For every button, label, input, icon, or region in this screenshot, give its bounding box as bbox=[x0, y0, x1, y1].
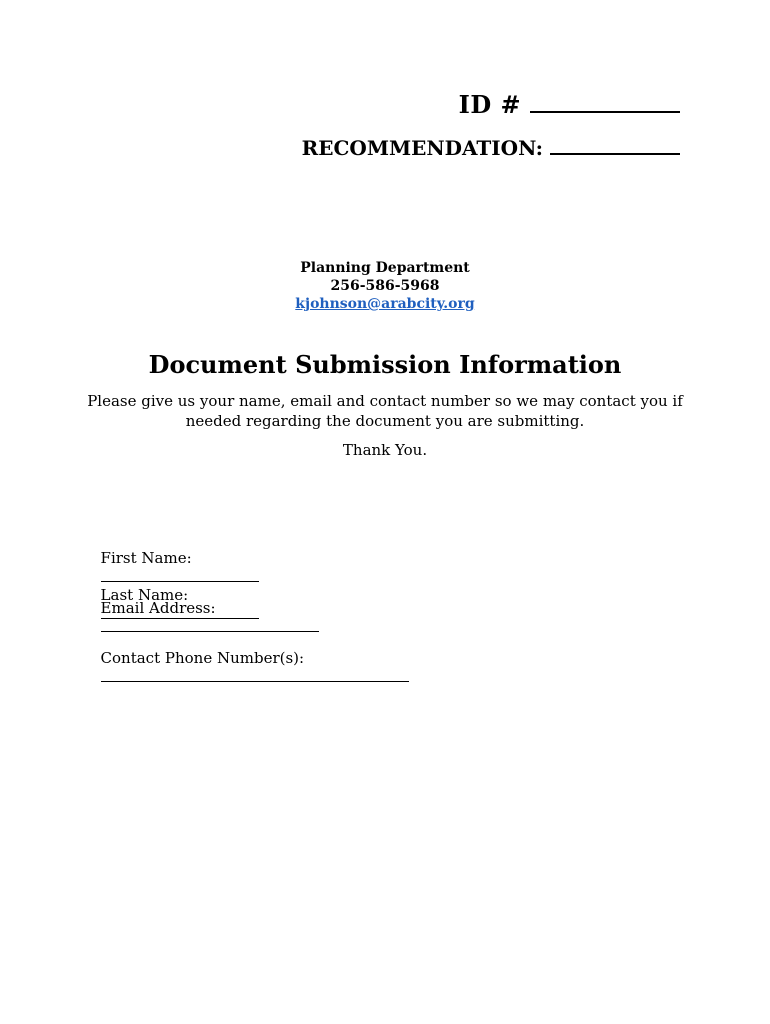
first-name-field[interactable] bbox=[101, 567, 259, 582]
recommendation-blank[interactable] bbox=[550, 137, 680, 155]
page-title: Document Submission Information bbox=[148, 350, 622, 379]
contact-phone-field[interactable] bbox=[101, 667, 409, 682]
thank-you-text: Thank You. bbox=[342, 441, 428, 459]
first-name-label: First Name: bbox=[100, 549, 192, 567]
contact-phone-label: Contact Phone Number(s): bbox=[100, 649, 305, 667]
id-label: ID # bbox=[458, 90, 530, 119]
id-field bbox=[459, 90, 680, 119]
instructions-text: Please give us your name, email and contact number so we may contact you if needed regarding the document you are submitting. bbox=[87, 392, 683, 430]
email-row bbox=[91, 581, 319, 636]
department-phone: 256-586-5968 bbox=[330, 278, 440, 294]
email-address-label: Email Address: bbox=[100, 599, 216, 617]
email-address-field[interactable] bbox=[101, 617, 319, 632]
phone-row bbox=[91, 631, 409, 686]
recommendation-label: RECOMMENDATION: bbox=[301, 136, 550, 160]
recommendation-field bbox=[302, 136, 680, 160]
last-name-label: Last Name: bbox=[100, 586, 189, 604]
id-blank[interactable] bbox=[530, 91, 680, 113]
department-name: Planning Department bbox=[300, 260, 470, 276]
department-email-link[interactable]: kjohnson@arabcity.org bbox=[295, 296, 475, 312]
department-block bbox=[0, 259, 770, 313]
